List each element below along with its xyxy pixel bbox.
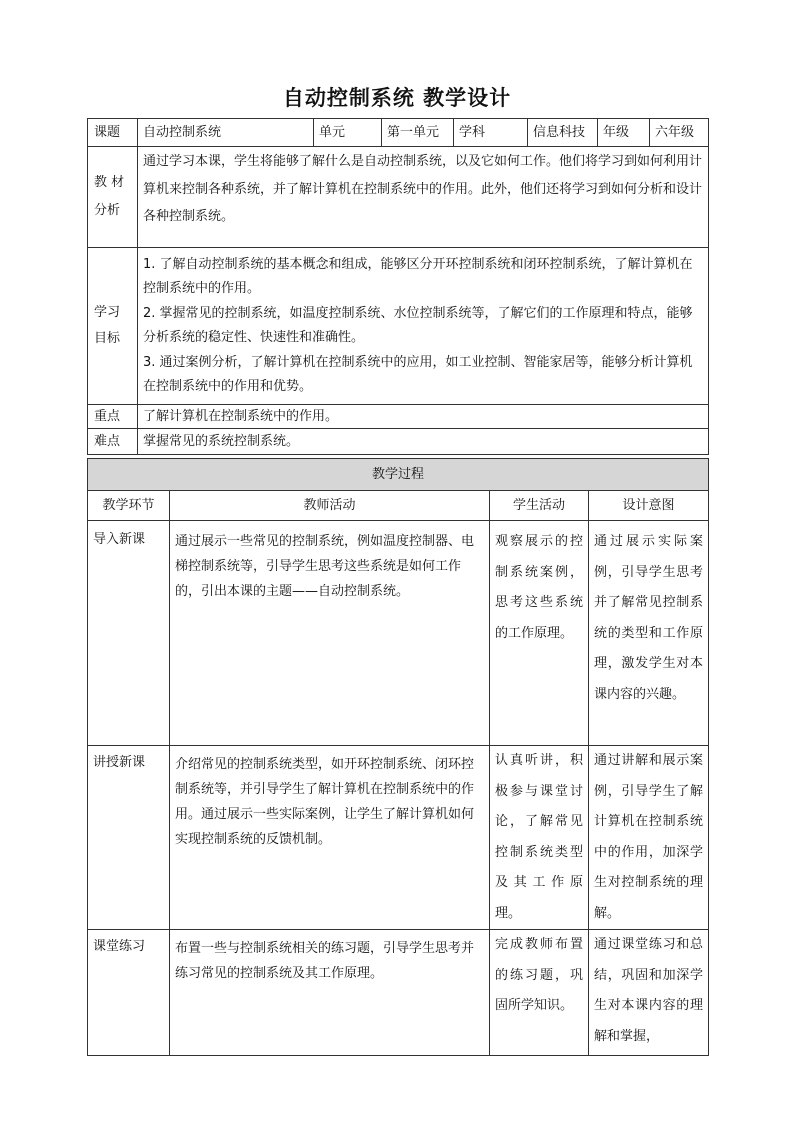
difficulty-text: 掌握常见的系统控制系统。: [138, 429, 709, 455]
goals-row: [88, 248, 709, 405]
teacher-activity: 通过展示一些常见的控制系统，例如温度控制器、电梯控制系统等，引导学生思考这些系统是如何工作的，引出本课的主题——自动控制系统。: [170, 521, 490, 746]
key-point-text: 了解计算机在控制系统中的作用。: [138, 405, 709, 429]
process-header-row: [88, 491, 709, 521]
goals-label: [88, 248, 138, 405]
analysis-row: [88, 147, 709, 248]
process-table: [87, 458, 709, 1056]
analysis-label: [88, 147, 138, 248]
teacher-activity: 介绍常见的控制系统类型，如开环控制系统、闭环控制系统等，并引导学生了解计算机在控制系统中的作用。通过展示一些实际案例，让学生了解计算机如何实现控制系统的反馈机制。: [170, 746, 490, 930]
info-row: [88, 119, 709, 147]
header-intent: 设计意图: [589, 491, 709, 521]
grade-value: 六年级: [650, 119, 709, 147]
design-intent: 通过课堂练习和总结，巩固和加深学生对本课内容的理解和掌握，: [589, 930, 709, 1056]
subject-label: 学科: [454, 119, 528, 147]
topic-label: 课题: [88, 119, 138, 147]
student-activity: 认真听讲，积极参与课堂讨论，了解常见控制系统类型及其工作原理。: [490, 746, 589, 930]
teacher-activity: 布置一些与控制系统相关的练习题，引导学生思考并练习常见的控制系统及其工作原理。: [170, 930, 490, 1056]
topic-value: 自动控制系统: [138, 119, 314, 147]
process-row: [88, 521, 709, 746]
goals-label-line2: 目标: [94, 331, 121, 346]
stage-cell: 导入新课: [88, 521, 170, 746]
analysis-label-line1: 教 材: [94, 175, 125, 190]
grade-label: 年级: [598, 119, 650, 147]
process-title-row: [88, 459, 709, 491]
process-row: [88, 746, 709, 930]
design-intent: 通过讲解和展示案例，引导学生了解计算机在控制系统中的作用，加深学生对控制系统的理解。: [589, 746, 709, 930]
goal-item: 1. 了解自动控制系统的基本概念和组成，能够区分开环控制系统和闭环控制系统，了解计算机在控制系统中的作用。: [143, 256, 693, 296]
key-point-row: [88, 405, 709, 429]
stage-cell: 课堂练习: [88, 930, 170, 1056]
key-point-label: 重点: [88, 405, 138, 429]
process-title: 教学过程: [88, 459, 709, 491]
process-row: [88, 930, 709, 1056]
subject-value: 信息科技: [528, 119, 598, 147]
header-stage: 教学环节: [88, 491, 170, 521]
difficulty-row: [88, 429, 709, 455]
header-student: 学生活动: [490, 491, 589, 521]
analysis-label-line2: 分析: [94, 203, 121, 218]
document-title: 自动控制系统 教学设计: [282, 86, 512, 110]
goals-label-line1: 学习: [94, 305, 121, 320]
difficulty-label: 难点: [88, 429, 138, 455]
unit-value: 第一单元: [382, 119, 454, 147]
student-activity: 完成教师布置的练习题，巩固所学知识。: [490, 930, 589, 1056]
header-teacher: 教师活动: [170, 491, 490, 521]
unit-label: 单元: [314, 119, 382, 147]
student-activity: 观察展示的控制系统案例，思考这些系统的工作原理。: [490, 521, 589, 746]
goal-item: 3. 通过案例分析，了解计算机在控制系统中的应用，如工业控制、智能家居等，能够分析计算机在控制系统中的作用和优势。: [143, 354, 693, 394]
goal-item: 2. 掌握常见的控制系统，如温度控制系统、水位控制系统等，了解它们的工作原理和特点，能够分析系统的稳定性、快速性和准确性。: [143, 305, 693, 345]
design-intent: 通过展示实际案例，引导学生思考并了解常见控制系统的类型和工作原理，激发学生对本课内容的兴趣。: [589, 521, 709, 746]
stage-cell: 讲授新课: [88, 746, 170, 930]
goals-list: [138, 248, 709, 405]
info-table: [87, 118, 709, 455]
analysis-text: 通过学习本课，学生将能够了解什么是自动控制系统，以及它如何工作。他们将学习到如何利用计算机来控制各种系统，并了解计算机在控制系统中的作用。此外，他们还将学习到如何分析和设计各种控制系统。: [138, 147, 709, 248]
